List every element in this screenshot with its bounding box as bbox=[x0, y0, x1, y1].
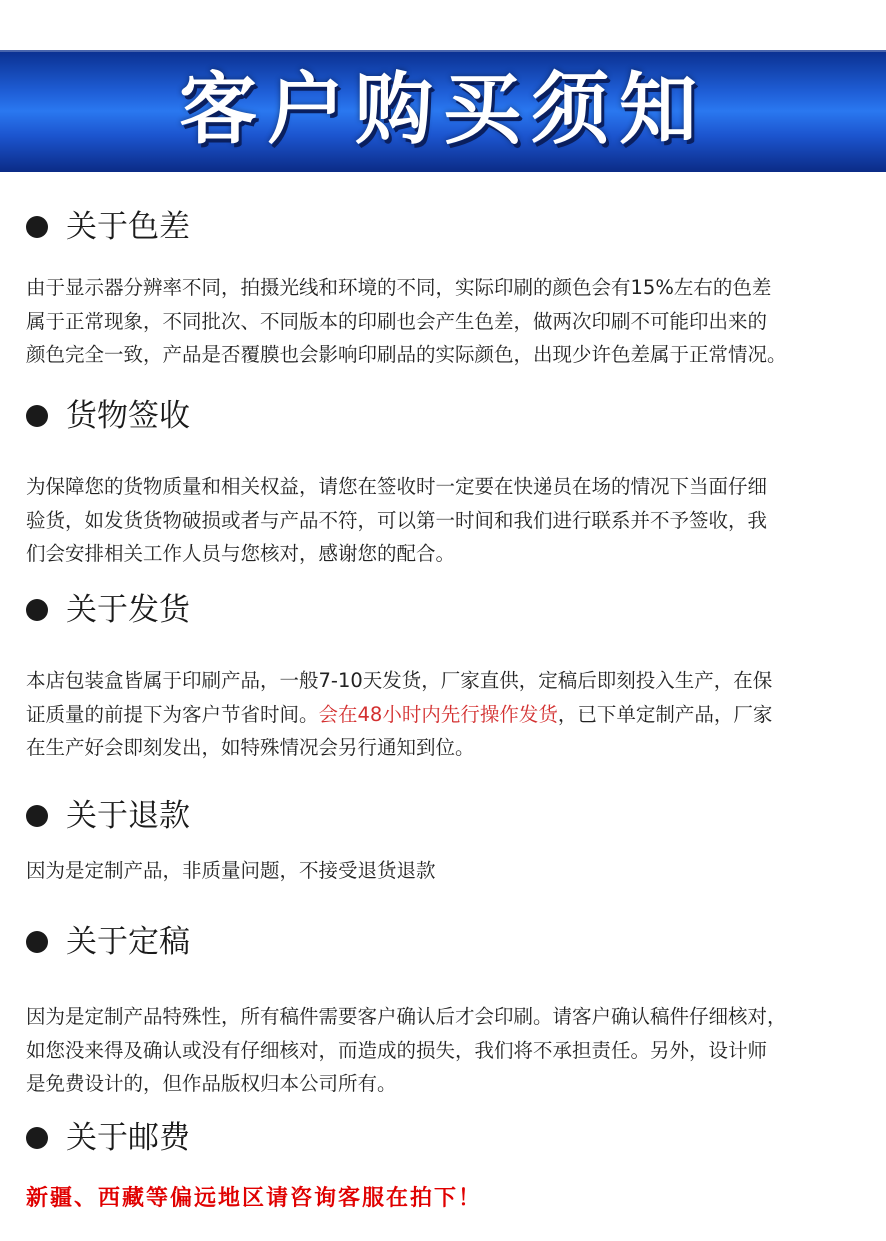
section-heading bbox=[26, 590, 866, 630]
paragraph-line: 在生产好会即刻发出，如特殊情况会另行通知到位。 bbox=[26, 736, 475, 759]
paragraph-line: 为保障您的货物质量和相关权益，请您在签收时一定要在快递员在场的情况下当面仔细 bbox=[26, 475, 768, 498]
heading-goods-receipt: 货物签收 bbox=[66, 398, 190, 434]
section-refund bbox=[26, 796, 866, 888]
heading-color-difference: 关于色差 bbox=[66, 209, 190, 245]
section-heading bbox=[26, 207, 866, 247]
section-heading bbox=[26, 396, 866, 436]
section-heading bbox=[26, 922, 866, 962]
paragraph-line: 们会安排相关工作人员与您核对，感谢您的配合。 bbox=[26, 542, 456, 565]
remote-area-warning: 新疆、西藏等偏远地区请咨询客服在拍下！ bbox=[26, 1186, 483, 1211]
bullet-icon bbox=[26, 1127, 48, 1149]
paragraph-refund bbox=[26, 854, 866, 888]
paragraph-color-difference bbox=[26, 271, 866, 372]
paragraph-shipping bbox=[26, 664, 866, 765]
paragraph-line: 验货，如发货货物破损或者与产品不符，可以第一时间和我们进行联系并不予签收，我 bbox=[26, 508, 768, 532]
paragraph-line: 如您没来得及确认或没有仔细核对，而造成的损失，我们将不承担责任。另外，设计师 bbox=[26, 1038, 768, 1062]
paragraph-line bbox=[26, 698, 866, 732]
paragraph-line: 本店包装盒皆属于印刷产品，一般7-10天发货，厂家直供，定稿后即刻投入生产，在保 bbox=[26, 669, 773, 692]
page-title: 客户购买须知 bbox=[178, 65, 707, 155]
section-shipping bbox=[26, 590, 866, 765]
paragraph-goods-receipt bbox=[26, 470, 866, 571]
section-postage bbox=[26, 1118, 866, 1216]
paragraph-line: 是免费设计的，但作品版权归本公司所有。 bbox=[26, 1072, 397, 1095]
bullet-icon bbox=[26, 599, 48, 621]
bullet-icon bbox=[26, 805, 48, 827]
paragraph-line: 因为是定制产品特殊性，所有稿件需要客户确认后才会印刷。请客户确认稿件仔细核对， bbox=[26, 1005, 787, 1028]
postage-notice bbox=[26, 1182, 866, 1216]
paragraph-line: 由于显示器分辨率不同，拍摄光线和环境的不同，实际印刷的颜色会有15%左右的色差 bbox=[26, 276, 772, 299]
heading-refund: 关于退款 bbox=[66, 798, 190, 834]
paragraph-line: 属于正常现象，不同批次、不同版本的印刷也会产生色差，做两次印刷不可能印出来的 bbox=[26, 309, 768, 333]
section-heading bbox=[26, 796, 866, 836]
section-heading bbox=[26, 1118, 866, 1158]
paragraph-final-draft bbox=[26, 1000, 866, 1101]
paragraph-line: 颜色完全一致，产品是否覆膜也会影响印刷品的实际颜色，出现少许色差属于正常情况。 bbox=[26, 343, 787, 366]
paragraph-line: 因为是定制产品，非质量问题，不接受退货退款 bbox=[26, 859, 436, 882]
heading-shipping: 关于发货 bbox=[66, 592, 190, 628]
text-segment: 证质量的前提下为客户节省时间。 bbox=[26, 702, 319, 726]
heading-final-draft: 关于定稿 bbox=[66, 924, 190, 960]
bullet-icon bbox=[26, 931, 48, 953]
highlight-text: 会在48小时内先行操作发货 bbox=[318, 702, 558, 726]
bullet-icon bbox=[26, 405, 48, 427]
text-segment: ，已下单定制产品，厂家 bbox=[557, 702, 773, 726]
section-goods-receipt bbox=[26, 396, 866, 571]
title-banner bbox=[0, 50, 886, 172]
bullet-icon bbox=[26, 216, 48, 238]
section-color-difference bbox=[26, 207, 866, 372]
section-final-draft bbox=[26, 922, 866, 1101]
heading-postage: 关于邮费 bbox=[66, 1120, 190, 1156]
